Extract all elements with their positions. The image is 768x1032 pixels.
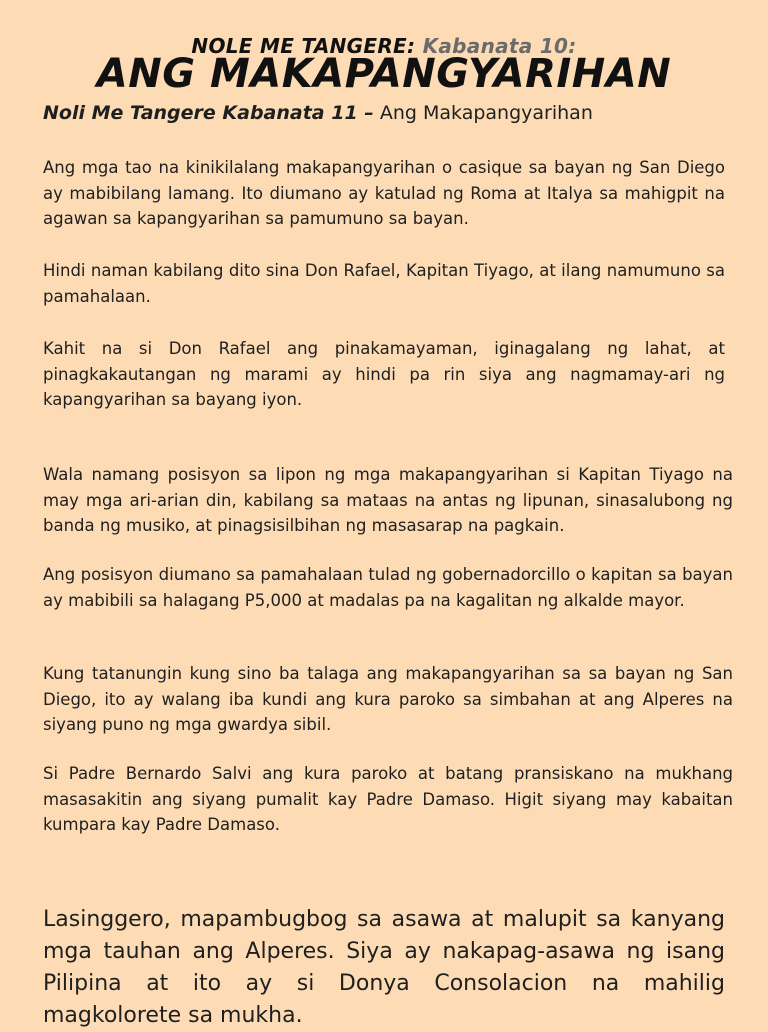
kicker-chapter: Kabanata 10: [422, 34, 577, 58]
paragraph-3: Kahit na si Don Rafael ang pinakamayaman, iginagalang ng lahat, at pinagkakautangan ng marami ay hindi pa rin siya ang nagmamay-ari ng kapangyarihan sa bayang iyon. [43, 339, 725, 409]
paragraph-5: Ang posisyon diumano sa pamahalaan tulad ng gobernadorcillo o kapitan sa bayan ay mabibili sa halagang P5,000 at madalas pa na kagalitan ng alkalde mayor. [43, 565, 733, 610]
paragraph-6: Kung tatanungin kung sino ba talaga ang makapangyarihan sa sa bayan ng San Diego, ito ay walang iba kundi ang kura paroko sa simbahan at ang Alperes na siyang puno ng mga gwardya sibil. [43, 664, 733, 734]
paragraph-1: Ang mga tao na kinikilalang makapangyarihan o casique sa bayan ng San Diego ay mabibilang lamang. Ito diumano ay katulad ng Roma at Italya sa mahigpit na agawan sa kapangyarihan sa pamumuno sa bayan. [43, 158, 725, 228]
paragraph-4: Wala namang posisyon sa lipon ng mga makapangyarihan si Kapitan Tiyago na may mga ari-arian din, kabilang sa mataas na antas ng lipunan, sinasalubong ng banda ng musiko, at pinagsisilbihan ng masasarap na pagkain. [43, 465, 733, 535]
page-title: ANG MAKAPANGYARIHAN [96, 51, 672, 97]
subtitle [43, 100, 733, 126]
subtitle-bold: Noli Me Tangere Kabanata 11 – [43, 102, 374, 124]
paragraph-8: Lasinggero, mapambugbog sa asawa at malupit sa kanyang mga tauhan ang Alperes. Siya ay nakapag-asawa ng isang Pilipina at ito ay si Donya Consolacion na mahilig magkolorete sa mukha. [43, 907, 725, 1028]
paragraph-2: Hindi naman kabilang dito sina Don Rafael, Kapitan Tiyago, at ilang namumuno sa pamahalaan. [43, 261, 725, 306]
subtitle-rest: Ang Makapangyarihan [379, 102, 593, 124]
kicker-main: NOLE ME TANGERE: [191, 34, 416, 58]
paragraph-7: Si Padre Bernardo Salvi ang kura paroko at batang pransiskano na mukhang masasakitin ang siyang pumalit kay Padre Damaso. Higit siyang may kabaitan kumpara kay Padre Damaso. [43, 764, 733, 834]
